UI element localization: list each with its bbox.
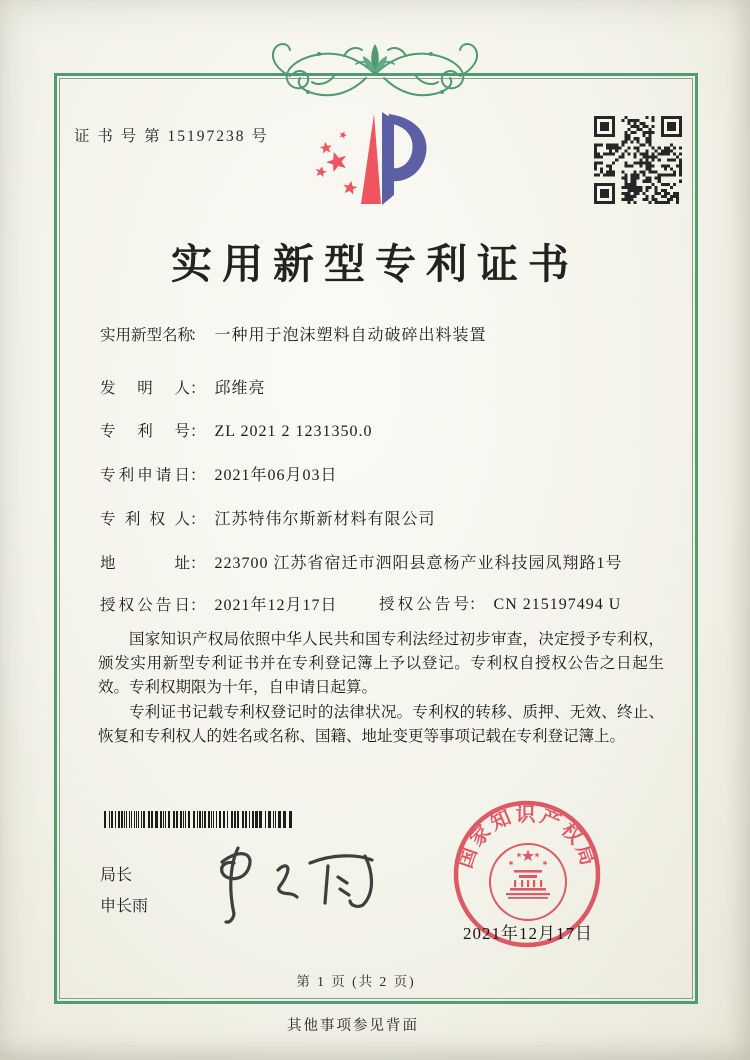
qr-code-icon: [594, 116, 682, 204]
field-row-grant-number: [379, 592, 621, 614]
signer-title: 局长: [100, 867, 133, 884]
green-filigree-ornament-icon: [256, 40, 494, 112]
footer-note: 其他事项参见背面: [287, 1018, 419, 1034]
field-row-grant-date: [100, 592, 622, 615]
field-label: 专利申请日: [100, 467, 190, 484]
field-colon: ：: [190, 511, 206, 528]
field-colon: ：: [469, 596, 485, 613]
field-value: ZL 2021 2 1231350.0: [214, 423, 373, 440]
legal-text-block: [98, 628, 664, 749]
page-number: 第 1 页 (共 2 页): [296, 974, 416, 989]
field-colon: ：: [190, 555, 206, 572]
shen-changyu-signature-icon: [200, 836, 395, 931]
field-colon: ：: [190, 327, 206, 344]
field-colon: ：: [190, 467, 206, 484]
field-value: 江苏特伟尔斯新材料有限公司: [214, 511, 436, 528]
certificate-number: 证 书 号 第 15197238 号: [74, 128, 269, 145]
field-row-patentee: [100, 506, 436, 529]
signer-block: [100, 860, 148, 922]
field-colon: ：: [190, 423, 206, 440]
seal-date: 2021年12月17日: [463, 924, 593, 943]
field-row-address: [100, 550, 623, 573]
field-value: 一种用于泡沫塑料自动破碎出料装置: [214, 327, 487, 344]
field-value: 邱维亮: [214, 380, 266, 397]
field-label: 专利号: [100, 423, 190, 440]
cnipa-logo-icon: [303, 110, 443, 214]
field-label: 发明人: [100, 380, 190, 397]
field-row-inventor: [100, 375, 266, 398]
barcode-icon: [104, 811, 294, 828]
field-value: CN 215197494 U: [493, 596, 622, 613]
field-value: 2021年12月17日: [214, 597, 338, 614]
certificate-title: 实用新型专利证书: [171, 241, 579, 287]
field-colon: ：: [190, 380, 206, 397]
field-value: 2021年06月03日: [214, 467, 338, 484]
svg-text:国家知识产权局: 国家知识产权局: [454, 804, 600, 872]
signer-name: 申长雨: [100, 898, 149, 916]
field-label: 授权公告号: [379, 596, 469, 613]
field-row-filing-date: [100, 462, 338, 485]
field-row-utility-name: [100, 322, 487, 345]
field-row-patent-number: [100, 419, 372, 441]
field-colon: ：: [190, 597, 206, 614]
legal-paragraph: 专利证书记载专利权登记时的法律状况。专利权的转移、质押、无效、终止、恢复和专利权人的姓名或名称、国籍、地址变更等事项记载在专利登记簿上。: [98, 703, 664, 745]
field-label: 实用新型名称: [100, 327, 194, 344]
field-label: 地址: [100, 555, 190, 572]
field-label: 授权公告日: [100, 597, 190, 614]
field-value: 223700 江苏省宿迁市泗阳县意杨产业科技园凤翔路1号: [214, 555, 623, 572]
legal-paragraph: 国家知识产权局依照中华人民共和国专利法经过初步审查，决定授予专利权，颁发实用新型专利证书并在专利登记簿上予以登记。专利权自授权公告之日起生效。专利权期限为十年，自申请日起算。: [98, 631, 664, 697]
field-label: 专利权人: [100, 511, 190, 528]
